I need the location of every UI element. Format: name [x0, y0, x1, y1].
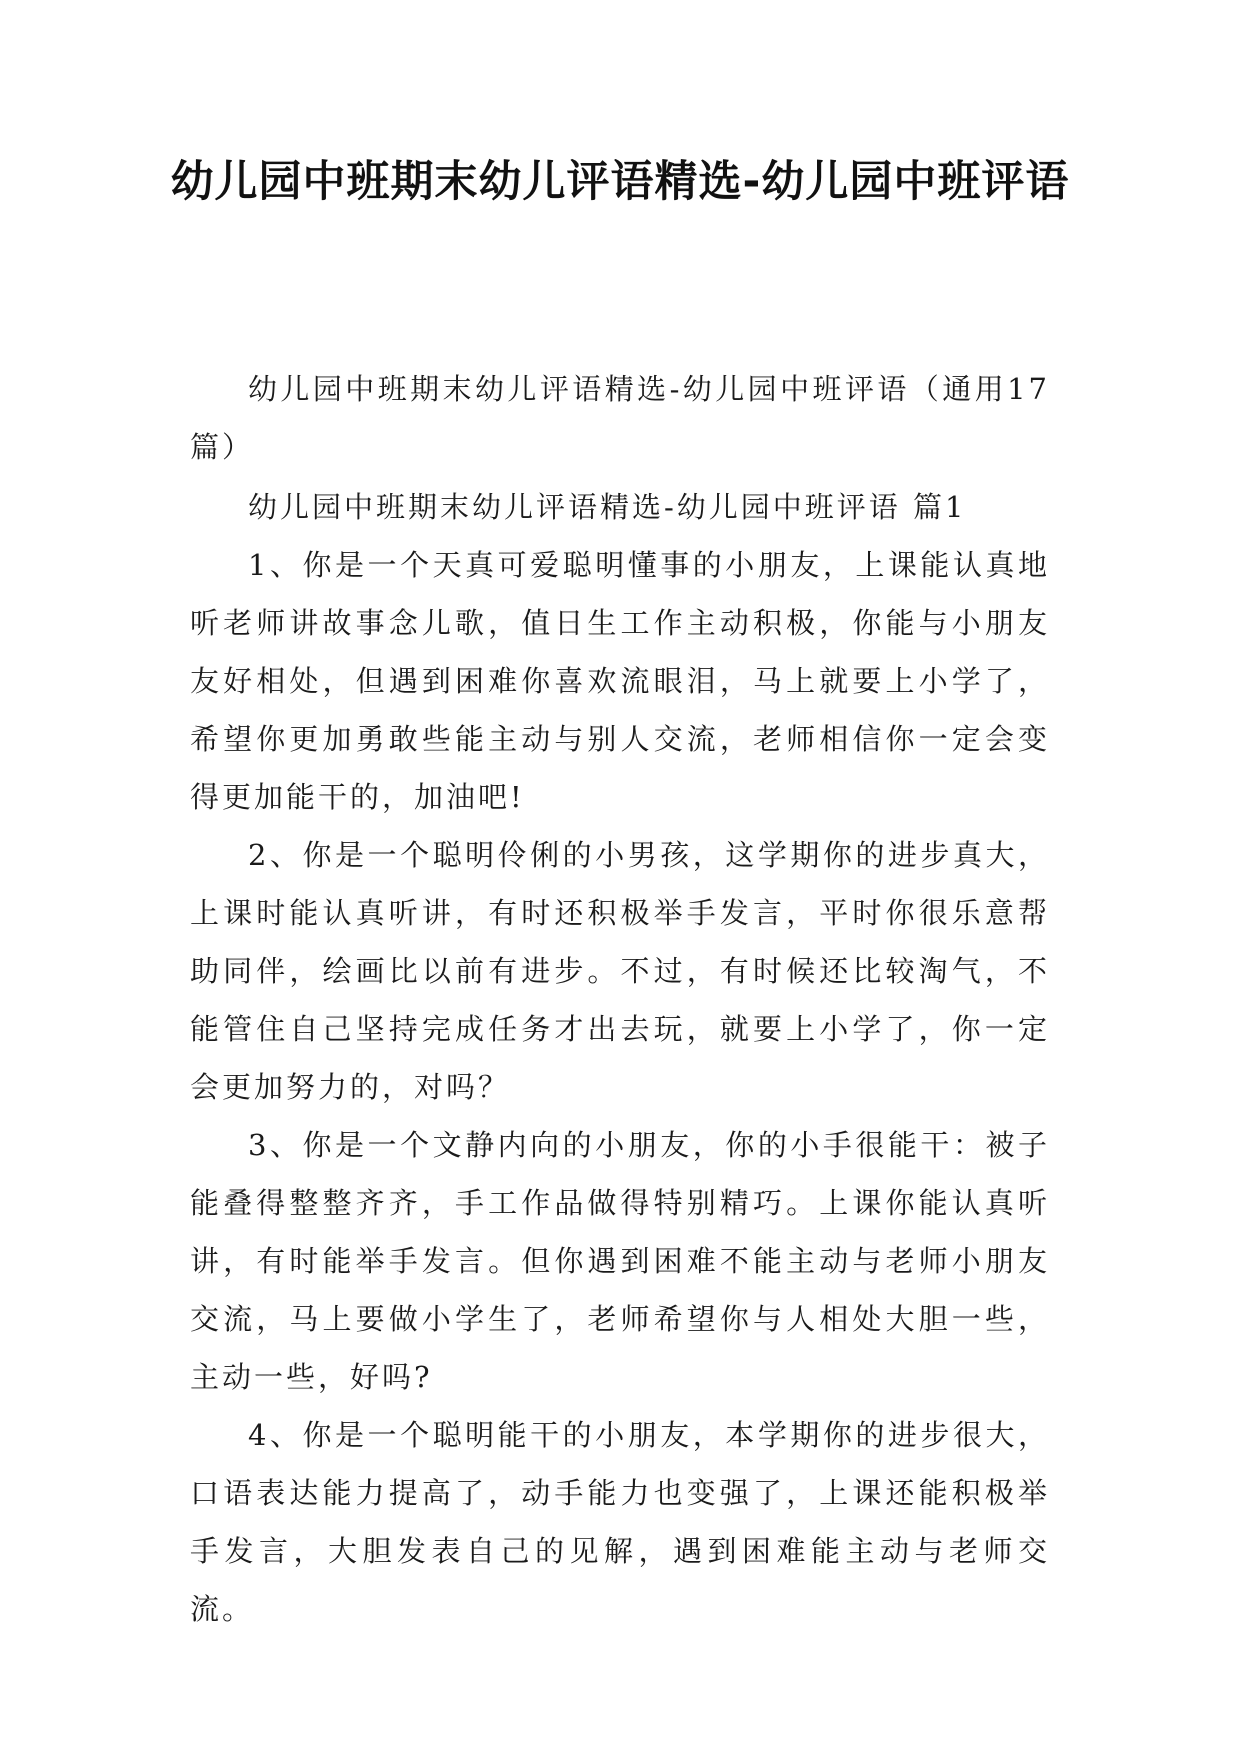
comment-paragraph-1: 1、你是一个天真可爱聪明懂事的小朋友，上课能认真地听老师讲故事念儿歌，值日生工作主动积极，你能与小朋友友好相处，但遇到困难你喜欢流眼泪，马上就要上小学了，希望你更加勇敢些能主动与别人交流，老师相信你一定会变得更加能干的，加油吧!: [190, 548, 1050, 814]
comment-paragraph-4: 4、你是一个聪明能干的小朋友，本学期你的进步很大，口语表达能力提高了，动手能力也变强了，上课还能积极举手发言，大胆发表自己的见解，遇到困难能主动与老师交流。: [190, 1418, 1050, 1626]
comment-paragraph-2: 2、你是一个聪明伶俐的小男孩，这学期你的进步真大，上课时能认真听讲，有时还积极举手发言，平时你很乐意帮助同伴，绘画比以前有进步。不过，有时候还比较淘气，不能管住自己坚持完成任务才出去玩，就要上小学了，你一定会更加努力的，对吗？: [190, 838, 1050, 1104]
document-title: 幼儿园中班期末幼儿评语精选-幼儿园中班评语: [170, 157, 1070, 207]
document-body: [190, 360, 1050, 1638]
section-heading: 幼儿园中班期末幼儿评语精选-幼儿园中班评语 篇1: [248, 490, 967, 524]
comment-paragraph-3: 3、你是一个文静内向的小朋友，你的小手很能干：被子能叠得整整齐齐，手工作品做得特别精巧。上课你能认真听讲，有时能举手发言。但你遇到困难不能主动与老师小朋友交流，马上要做小学生了，老师希望你与人相处大胆一些，主动一些，好吗?: [190, 1128, 1050, 1394]
intro-paragraph: 幼儿园中班期末幼儿评语精选-幼儿园中班评语（通用17篇）: [190, 372, 1050, 464]
